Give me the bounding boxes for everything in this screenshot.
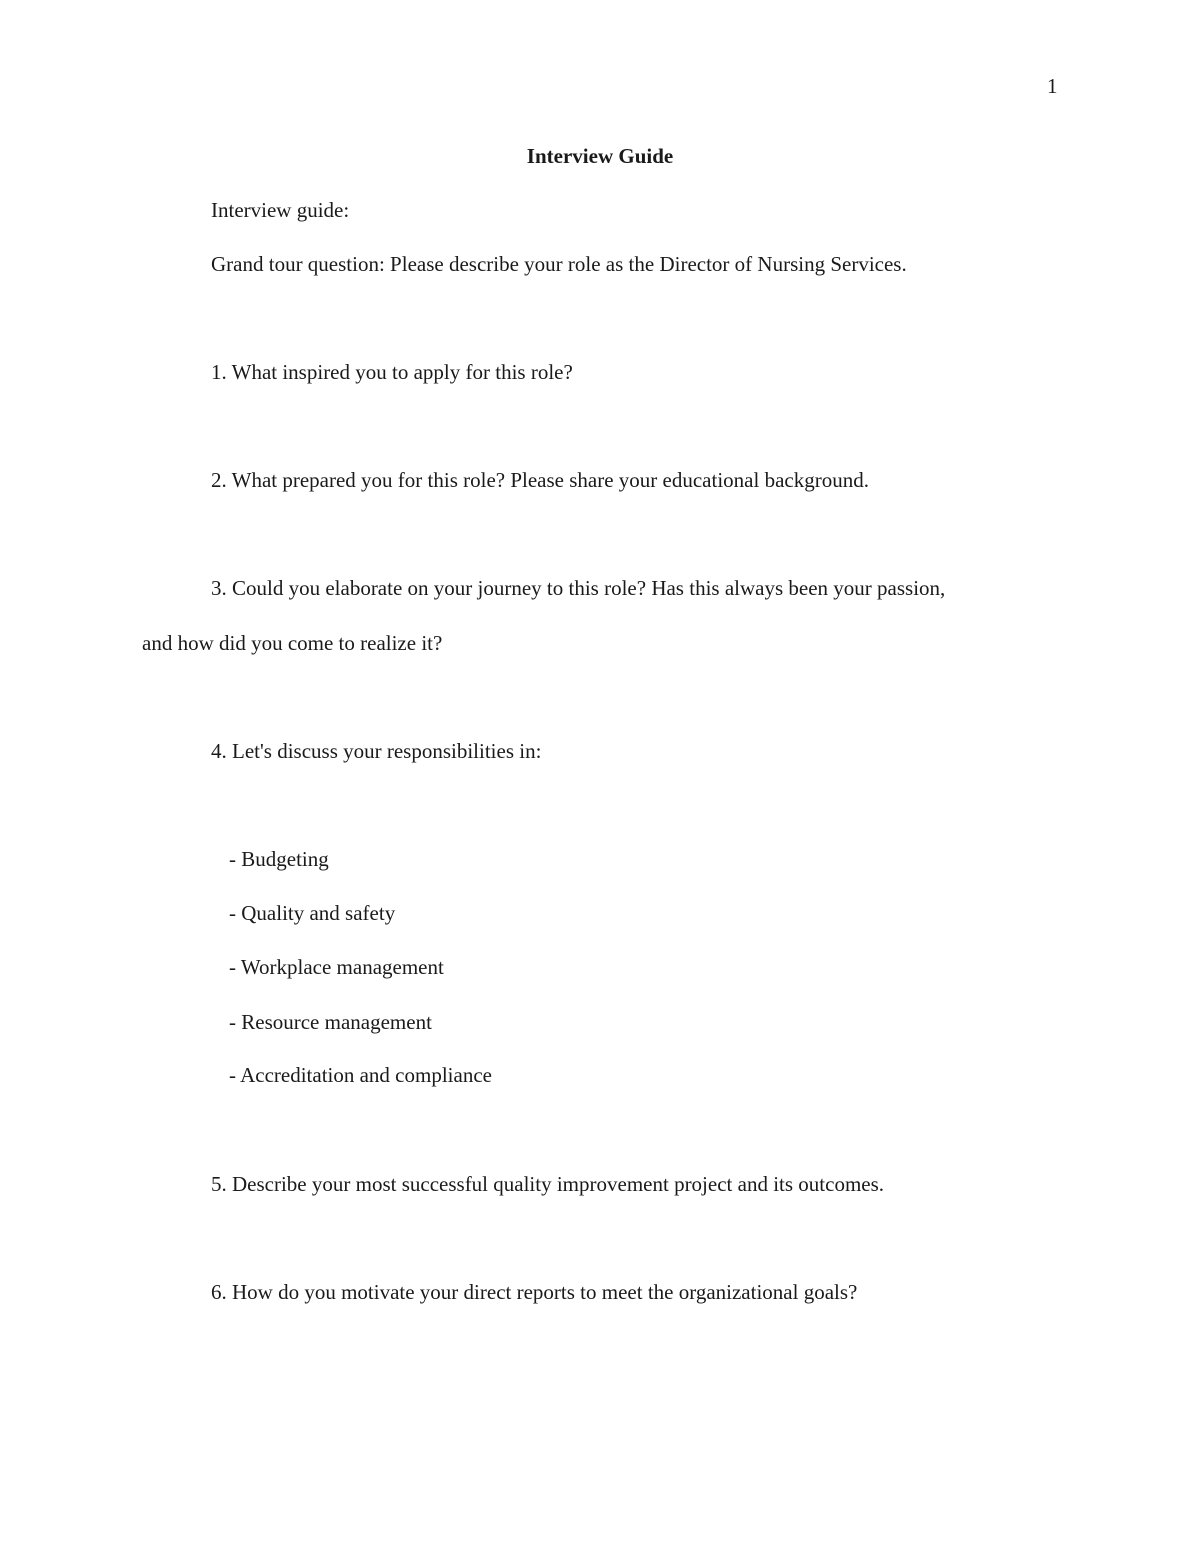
question-4: 4. Let's discuss your responsibilities in: xyxy=(211,739,542,763)
grand-tour-question: Grand tour question: Please describe your role as the Director of Nursing Services. xyxy=(211,252,907,276)
question-2: 2. What prepared you for this role? Please share your educational background. xyxy=(211,468,869,492)
list-item: - Accreditation and compliance xyxy=(229,1063,492,1087)
list-item: - Budgeting xyxy=(229,847,329,871)
question-3-line-1: 3. Could you elaborate on your journey to this role? Has this always been your passion, xyxy=(211,576,946,600)
question-6: 6. How do you motivate your direct reports to meet the organizational goals? xyxy=(211,1280,858,1304)
list-item: - Workplace management xyxy=(229,955,444,979)
page-number: 1 xyxy=(1047,74,1058,98)
list-item: - Quality and safety xyxy=(229,901,396,925)
interview-guide-label: Interview guide: xyxy=(211,198,350,222)
question-1: 1. What inspired you to apply for this role? xyxy=(211,360,573,384)
document-title: Interview Guide xyxy=(526,144,674,168)
question-3-line-2: and how did you come to realize it? xyxy=(142,631,443,655)
list-item: - Resource management xyxy=(229,1010,432,1034)
question-5: 5. Describe your most successful quality improvement project and its outcomes. xyxy=(211,1172,885,1196)
